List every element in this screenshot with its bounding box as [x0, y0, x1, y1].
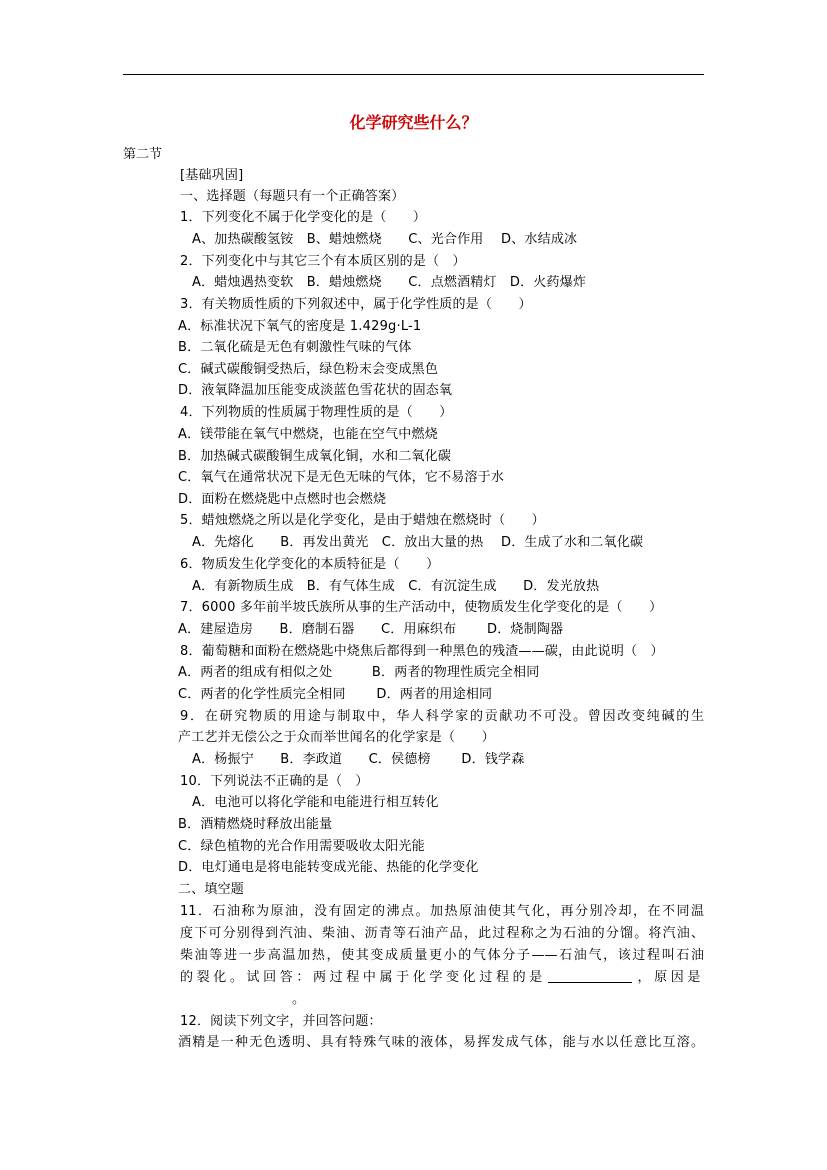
text-line: D．面粉在燃烧匙中点燃时也会燃烧 [178, 492, 387, 507]
text-line: 9．在研究物质的用途与制取中，华人科学家的贡献功不可没。曾因改变纯碱的生 [180, 709, 704, 724]
q11-end-mark: 。 [292, 992, 306, 1007]
text-line: 12．阅读下列文字，并回答问题： [180, 1014, 382, 1029]
text-line: [基础巩固] [180, 168, 244, 183]
text-line: D．电灯通电是将电能转变成光能、热能的化学变化 [178, 860, 479, 875]
text-line: A．杨振宁 B．李政道 C．侯德榜 D．钱学森 [192, 752, 525, 767]
text-line: A．电池可以将化学能和电能进行相互转化 [192, 795, 439, 810]
text-line: A．标准状况下氧气的密度是 1.429g·L-1 [178, 319, 422, 334]
text-line: C．碱式碳酸铜受热后，绿色粉末会变成黑色 [178, 362, 439, 377]
text-line: 2．下列变化中与其它三个有本质区别的是（ ） [180, 254, 466, 269]
text-line: 度下可分别得到汽油、柴油、沥青等石油产品，此过程称之为石油的分馏。将汽油、 [180, 926, 704, 941]
text-line: A、加热碳酸氢铵 B、蜡烛燃烧 C、光合作用 D、水结成冰 [192, 232, 578, 247]
section-label: 第二节 [123, 147, 163, 162]
q11-text-before: 的裂化。试回答：两过程中属于化学变化过程的是 [180, 970, 546, 985]
text-line: 11．石油称为原油，没有固定的沸点。加热原油使其气化，再分别冷却，在不同温 [180, 904, 704, 919]
text-line: 4．下列物质的性质属于物理性质的是（ ） [180, 405, 453, 420]
text-line: 一、选择题（每题只有一个正确答案） [180, 189, 405, 204]
text-line: A．有新物质生成 B．有气体生成 C．有沉淀生成 D．发光放热 [192, 579, 600, 594]
text-line: B．酒精燃烧时释放出能量 [178, 817, 333, 832]
text-line: 酒精是一种无色透明、具有特殊气味的液体，易挥发成气体，能与水以任意比互溶。 [178, 1035, 704, 1050]
text-line: 10．下列说法不正确的是（ ） [180, 774, 369, 789]
text-line: C．两者的化学性质完全相同 D．两者的用途相同 [178, 687, 493, 702]
text-line: A．镁带能在氧气中燃烧，也能在空气中燃烧 [178, 427, 438, 442]
text-line: 8．葡萄糖和面粉在燃烧匙中烧焦后都得到一种黑色的残渣——碳，由此说明（ ） [180, 644, 664, 659]
text-line: A．建屋造房 B．磨制石器 C．用麻织布 D．烧制陶器 [178, 622, 564, 637]
text-line: 二、填空题 [178, 882, 245, 897]
header-rule [123, 74, 704, 75]
text-line: 3．有关物质性质的下列叙述中，属于化学性质的是（ ） [180, 297, 532, 312]
text-line: D．液氧降温加压能变成淡蓝色雪花状的固态氧 [178, 383, 453, 398]
text-line: 产工艺并无偿公之于众而举世闻名的化学家是（ ） [178, 730, 495, 745]
text-line: B．二氧化硫是无色有刺激性气味的气体 [178, 340, 412, 355]
text-line: B．加热碱式碳酸铜生成氧化铜，水和二氧化碳 [178, 449, 452, 464]
text-line: 7．6000 多年前半坡氏族所从事的生产活动中，使物质发生化学变化的是（ ） [180, 600, 663, 615]
text-line: C．氧气在通常状况下是无色无味的气体，它不易溶于水 [178, 470, 505, 485]
text-line: 5．蜡烛燃烧之所以是化学变化，是由于蜡烛在燃烧时（ ） [180, 513, 545, 528]
text-line: 1．下列变化不属于化学变化的是（ ） [180, 210, 427, 225]
q11-text-after: ，原因是 [633, 970, 704, 985]
text-line: A．蜡烛遇热变软 B．蜡烛燃烧 C．点燃酒精灯 D．火药爆炸 [192, 275, 587, 290]
answer-blank[interactable] [548, 968, 632, 983]
q11-fill-line [180, 968, 704, 988]
text-line: 6．物质发生化学变化的本质特征是（ ） [180, 557, 440, 572]
text-line: C．绿色植物的光合作用需要吸收太阳光能 [178, 839, 425, 854]
text-line: A．先熔化 B．再发出黄光 C．放出大量的热 D．生成了水和二氧化碳 [192, 535, 644, 550]
text-line: A．两者的组成有相似之处 B．两者的物理性质完全相同 [178, 665, 540, 680]
page-title: 化学研究些什么？ [349, 113, 478, 132]
text-line: 柴油等进一步高温加热，使其变成质量更小的气体分子——石油气，该过程叫石油 [180, 948, 704, 963]
